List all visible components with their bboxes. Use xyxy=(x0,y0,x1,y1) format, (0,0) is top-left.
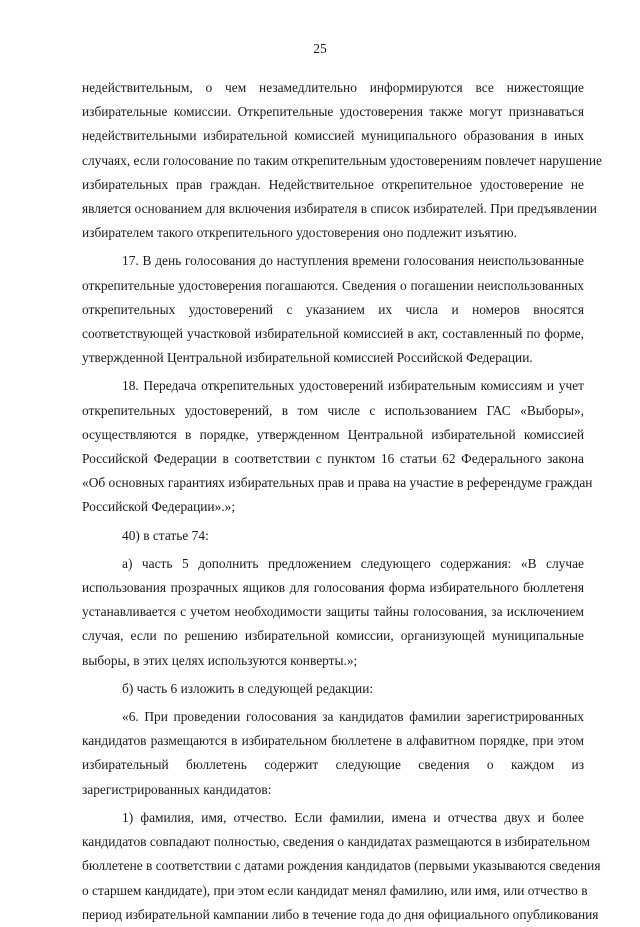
text-line: 18. Передача открепительных удостоверений избирательным комиссиям и учет xyxy=(122,378,584,394)
text-line: недействительным, о чем незамедлительно информируются все нижестоящие xyxy=(82,80,584,95)
paragraph xyxy=(82,705,584,802)
document-body xyxy=(82,76,602,927)
text-line: зарегистрированных кандидатов: xyxy=(82,781,272,797)
paragraph xyxy=(82,552,584,673)
page-number: 25 xyxy=(313,41,327,56)
text-line: 17. В день голосования до наступления времени голосования неиспользованные xyxy=(122,253,584,269)
text-line: кандидатов размещаются в избирательном бюллетене в алфавитном порядке, при этом xyxy=(82,733,584,749)
text-line: Российской Федерации».»; xyxy=(82,499,236,515)
paragraph xyxy=(82,374,593,519)
text-line: соответствующей участковой избирательной комиссией в акт, составленный по форме, xyxy=(82,326,584,342)
text-line: бюллетене в соответствии с датами рождения кандидатов (первыми указываются сведения xyxy=(82,858,601,874)
text-line: открепительных удостоверений, в том числе с использованием ГАС «Выборы», xyxy=(82,402,584,418)
text-line: осуществляются в порядке, утвержденном Центральной избирательной комиссией xyxy=(82,426,584,442)
paragraph xyxy=(82,76,602,245)
text-line: избирательный бюллетень содержит следующие сведения о каждом из xyxy=(82,757,584,773)
text-line: утвержденной Центральной избирательной комиссией Российской Федерации. xyxy=(82,350,533,366)
text-line: Российской Федерации в соответствии с пунктом 16 статьи 62 Федерального закона xyxy=(82,451,584,467)
text-line: период избирательной кампании либо в течение года до дня официального опубликования xyxy=(82,906,599,922)
paragraph xyxy=(82,806,601,927)
paragraph xyxy=(82,249,584,370)
text-line: избирателем такого открепительного удостоверения оно подлежит изъятию. xyxy=(82,225,517,241)
text-line: недействительными избирательной комиссией муниципального образования в иных xyxy=(82,128,584,144)
text-line: использования прозрачных ящиков для голосования форма избирательного бюллетеня xyxy=(82,580,584,596)
text-line: избирательные комиссии. Открепительные удостоверения также могут признаваться xyxy=(82,104,584,120)
text-line: устанавливается с учетом необходимости защиты тайны голосования, за исключением xyxy=(82,604,584,620)
text-line: а) часть 5 дополнить предложением следующего содержания: «В случае xyxy=(122,555,584,571)
text-line: случаях, если голосование по таким открепительным удостоверениям повлечет нарушение xyxy=(82,152,602,168)
text-line: выборы, в этих целях используются конверты.»; xyxy=(82,652,358,668)
text-line: открепительные удостоверения погашаются. Сведения о погашении неиспользованных xyxy=(82,277,584,293)
text-line: кандидатов совпадают полностью, сведения о кандидатах размещаются в избирательном xyxy=(82,834,591,850)
text-line: «6. При проведении голосования за кандидатов фамилии зарегистрированных xyxy=(122,709,584,725)
text-line: о старшем кандидате), при этом если кандидат менял фамилию, или имя, или отчество в xyxy=(82,882,588,898)
text-line: открепительных удостоверений с указанием их числа и номеров вносятся xyxy=(82,301,584,317)
text-line: избирательных прав граждан. Недействительное открепительное удостоверение не xyxy=(82,176,584,192)
text-line: 40) в статье 74: xyxy=(122,527,209,543)
paragraph xyxy=(82,677,584,701)
text-line: является основанием для включения избирателя в список избирателей. При предъявлении xyxy=(82,201,597,217)
text-line: б) часть 6 изложить в следующей редакции: xyxy=(122,680,374,696)
paragraph xyxy=(82,524,584,548)
text-line: «Об основных гарантиях избирательных прав и права на участие в референдуме граждан xyxy=(82,475,593,491)
text-line: случая, если по решению избирательной комиссии, организующей муниципальные xyxy=(82,628,584,644)
text-line: 1) фамилия, имя, отчество. Если фамилии, имена и отчества двух и более xyxy=(122,809,584,825)
